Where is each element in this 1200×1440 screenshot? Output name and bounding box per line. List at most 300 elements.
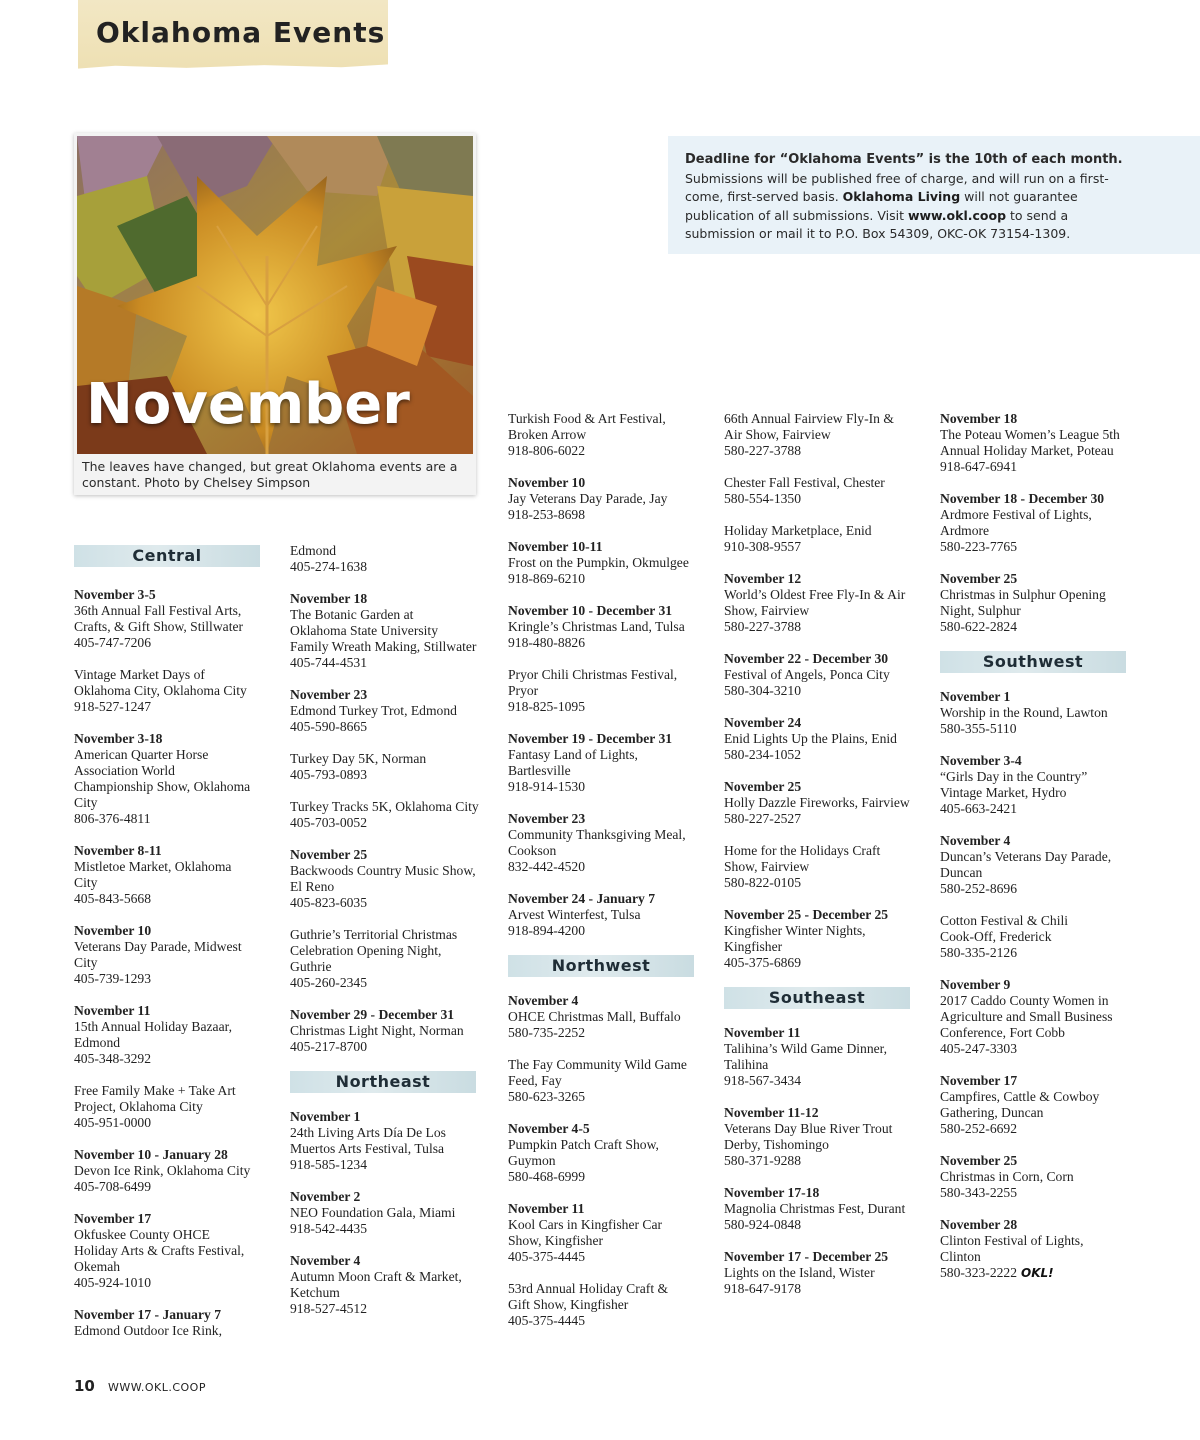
event-detail [508, 555, 704, 571]
event-entry [940, 411, 1136, 475]
event-phone [74, 1051, 270, 1067]
event-entry [74, 1211, 270, 1291]
event-date: November 23 [508, 811, 586, 826]
event-entry [724, 651, 920, 699]
event-line-text: 580-227-3788 [724, 619, 802, 634]
event-line-text: Kingfisher [724, 939, 783, 954]
event-line-text: 24th Living Arts Día De Los [290, 1125, 446, 1140]
event-phone [290, 975, 486, 991]
event-line-text: 405-703-0052 [290, 815, 368, 830]
deadline-notice [685, 151, 1125, 244]
event-line-text: City [74, 955, 98, 970]
event-line-text: 580-234-1052 [724, 747, 802, 762]
event-detail [940, 1169, 1136, 1185]
event-line-text: OHCE Christmas Mall, Buffalo [508, 1009, 681, 1024]
event-phone [724, 619, 920, 635]
event-detail [290, 623, 486, 639]
event-entry [724, 1185, 920, 1233]
event-detail [724, 843, 920, 859]
event-line-text: 918-585-1234 [290, 1157, 368, 1172]
event-detail [940, 929, 1136, 945]
event-detail [290, 1285, 486, 1301]
event-detail [724, 1041, 920, 1057]
submission-link[interactable]: www.okl.coop [907, 207, 1007, 223]
event-date: November 4 [290, 1253, 361, 1268]
event-entry [508, 475, 704, 523]
event-line-text: Conference, Fort Cobb [940, 1025, 1065, 1040]
event-line-text: Air Show, Fairview [724, 427, 831, 442]
event-line-text: Frost on the Pumpkin, Okmulgee [508, 555, 689, 570]
event-detail [724, 475, 920, 491]
event-line-text: Home for the Holidays Craft [724, 843, 881, 858]
event-line-text: The Poteau Women’s League 5th [940, 427, 1120, 442]
region-header-southwest: Southwest [940, 651, 1126, 673]
event-date: November 11 [724, 1025, 801, 1040]
event-detail [724, 795, 920, 811]
event-entry [290, 1007, 486, 1055]
event-detail [290, 1125, 486, 1141]
event-detail [940, 913, 1136, 929]
event-line-text: 580-468-6999 [508, 1169, 586, 1184]
event-entry [290, 751, 486, 783]
event-line-text: 918-825-1095 [508, 699, 586, 714]
event-line-text: The Botanic Garden at [290, 607, 414, 622]
event-entry [290, 847, 486, 911]
event-phone [74, 891, 270, 907]
event-line-text: El Reno [290, 879, 335, 894]
event-line-text: 580-924-0848 [724, 1217, 802, 1232]
event-phone [508, 1089, 704, 1105]
event-phone [74, 1179, 270, 1195]
event-detail [74, 955, 270, 971]
events-column-4 [724, 411, 920, 1313]
event-line-text: 918-542-4435 [290, 1221, 368, 1236]
deadline-body-1: Submissions will be published free of charge, and will run on a first-come, first-served basis. [685, 170, 1109, 204]
event-line-text: 405-747-7206 [74, 635, 152, 650]
event-line-text: Clinton [940, 1249, 981, 1264]
event-line-text: Talihina [724, 1057, 769, 1072]
event-detail [290, 1141, 486, 1157]
event-detail [508, 1137, 704, 1153]
event-detail [940, 1025, 1136, 1041]
event-line-text: Kringle’s Christmas Land, Tulsa [508, 619, 685, 634]
event-entry [74, 1307, 270, 1339]
event-detail [508, 411, 704, 427]
event-date: November 22 - December 30 [724, 651, 889, 666]
event-line-text: Kool Cars in Kingfisher Car [508, 1217, 663, 1232]
event-line-text: Pryor [508, 683, 539, 698]
event-line-text: Feed, Fay [508, 1073, 562, 1088]
event-detail [508, 763, 704, 779]
event-entry [74, 1147, 270, 1195]
event-entry [74, 1003, 270, 1067]
event-line-text: Broken Arrow [508, 427, 587, 442]
event-detail [940, 1009, 1136, 1025]
event-detail [508, 427, 704, 443]
event-line-text: Cook-Off, Frederick [940, 929, 1052, 944]
event-entry [508, 1121, 704, 1185]
page-section-title: Oklahoma Events [96, 16, 386, 49]
event-detail [290, 543, 486, 559]
event-entry [508, 667, 704, 715]
event-line-text: Holly Dazzle Fireworks, Fairview [724, 795, 910, 810]
event-detail [74, 683, 270, 699]
event-detail [74, 1243, 270, 1259]
event-entry [74, 843, 270, 907]
event-entry [508, 811, 704, 875]
event-line-text: “Girls Day in the Country” [940, 769, 1088, 784]
event-line-text: Pumpkin Patch Craft Show, [508, 1137, 659, 1152]
event-line-text: Clinton Festival of Lights, [940, 1233, 1084, 1248]
event-date: November 24 [724, 715, 802, 730]
event-detail [74, 1227, 270, 1243]
event-phone [508, 1025, 704, 1041]
event-entry [290, 799, 486, 831]
event-entry [940, 1073, 1136, 1137]
event-detail [508, 491, 704, 507]
event-line-text: Pryor Chili Christmas Festival, [508, 667, 678, 682]
event-line-text: Edmond [74, 1035, 121, 1050]
event-line-text: Oklahoma City, Oklahoma City [74, 683, 247, 698]
northeast-events-continued [508, 411, 704, 939]
event-line-text: 405-708-6499 [74, 1179, 152, 1194]
event-phone [940, 1185, 1136, 1201]
event-entry [508, 1201, 704, 1265]
event-line-text: Cotton Festival & Chili [940, 913, 1069, 928]
event-detail [290, 943, 486, 959]
event-date: November 25 [940, 1153, 1018, 1168]
event-detail [724, 667, 920, 683]
event-line-text: Oklahoma State University [290, 623, 438, 638]
event-line-text: 405-590-8665 [290, 719, 368, 734]
event-line-text: 405-375-4445 [508, 1313, 586, 1328]
event-line-text: 405-375-4445 [508, 1249, 586, 1264]
event-line-text: 580-227-3788 [724, 443, 802, 458]
event-date: November 17-18 [724, 1185, 820, 1200]
event-line-text: 918-806-6022 [508, 443, 586, 458]
event-detail [940, 769, 1136, 785]
event-detail [940, 849, 1136, 865]
event-line-text: 806-376-4811 [74, 811, 151, 826]
event-line-text: Agriculture and Small Business [940, 1009, 1113, 1024]
event-line-text: Show, Kingfisher [508, 1233, 604, 1248]
event-line-text: 405-924-1010 [74, 1275, 152, 1290]
event-phone [940, 1265, 1136, 1281]
events-column-2 [290, 543, 486, 1333]
event-date: November 11 [74, 1003, 151, 1018]
event-date: November 28 [940, 1217, 1018, 1232]
event-date: November 8-11 [74, 843, 162, 858]
event-line-text: Project, Oklahoma City [74, 1099, 203, 1114]
event-line-text: Jay Veterans Day Parade, Jay [508, 491, 668, 506]
event-phone [724, 443, 920, 459]
event-entry [290, 927, 486, 991]
event-entry [74, 667, 270, 715]
event-detail [724, 939, 920, 955]
event-entry [74, 587, 270, 651]
event-phone [724, 1073, 920, 1089]
event-detail [940, 603, 1136, 619]
event-entry [724, 1249, 920, 1297]
event-line-text: 918-253-8698 [508, 507, 586, 522]
event-detail [508, 1153, 704, 1169]
event-detail [724, 587, 920, 603]
event-line-text: Edmond Turkey Trot, Edmond [290, 703, 457, 718]
northwest-events-continued [724, 411, 920, 971]
event-phone [74, 811, 270, 827]
autumn-leaves-photo [74, 133, 476, 495]
event-phone [508, 859, 704, 875]
event-detail [940, 705, 1136, 721]
event-detail [290, 703, 486, 719]
event-phone [724, 875, 920, 891]
event-line-text: Guthrie’s Territorial Christmas [290, 927, 458, 942]
event-line-text: Christmas Light Night, Norman [290, 1023, 464, 1038]
event-phone [508, 635, 704, 651]
event-detail [508, 747, 704, 763]
event-phone [724, 1153, 920, 1169]
event-line-text: Christmas in Corn, Corn [940, 1169, 1074, 1184]
event-phone [74, 971, 270, 987]
event-line-text: Mistletoe Market, Oklahoma [74, 859, 232, 874]
event-date: November 17 - January 7 [74, 1307, 222, 1322]
event-line-text: 918-894-4200 [508, 923, 586, 938]
event-line-text: 405-793-0893 [290, 767, 368, 782]
event-date: November 3-4 [940, 753, 1022, 768]
event-entry [724, 1105, 920, 1169]
event-date: November 24 - January 7 [508, 891, 656, 906]
event-line-text: 918-567-3434 [724, 1073, 802, 1088]
event-line-text: 580-252-6692 [940, 1121, 1018, 1136]
event-date: November 17 [940, 1073, 1018, 1088]
event-detail [508, 1057, 704, 1073]
footer-site: WWW.OKL.COOP [107, 1381, 206, 1394]
event-date: November 4 [508, 993, 579, 1008]
event-entry [290, 687, 486, 735]
event-phone [290, 895, 486, 911]
event-entry [724, 571, 920, 635]
event-phone [724, 683, 920, 699]
event-detail [74, 619, 270, 635]
event-entry [940, 977, 1136, 1057]
event-phone [290, 719, 486, 735]
event-detail [290, 879, 486, 895]
event-entry [940, 689, 1136, 737]
event-line-text: Association World [74, 763, 175, 778]
event-detail [74, 1099, 270, 1115]
event-detail [508, 619, 704, 635]
event-date: November 9 [940, 977, 1011, 992]
event-detail [724, 923, 920, 939]
event-line-text: 580-252-8696 [940, 881, 1018, 896]
event-phone [508, 1169, 704, 1185]
event-line-text: 918-647-6941 [940, 459, 1018, 474]
event-phone [940, 619, 1136, 635]
event-line-text: Celebration Opening Night, [290, 943, 442, 958]
event-line-text: Lights on the Island, Wister [724, 1265, 875, 1280]
event-detail [74, 667, 270, 683]
event-detail [508, 1297, 704, 1313]
event-line-text: Community Thanksgiving Meal, [508, 827, 686, 842]
event-date: November 25 [724, 779, 802, 794]
event-line-text: 580-355-5110 [940, 721, 1017, 736]
event-detail [940, 1233, 1136, 1249]
event-line-text: Show, Fairview [724, 603, 810, 618]
event-line-text: 832-442-4520 [508, 859, 586, 874]
event-entry [508, 1281, 704, 1329]
month-title: November [86, 372, 410, 437]
event-phone [508, 779, 704, 795]
event-detail [290, 607, 486, 623]
event-line-text: Fantasy Land of Lights, [508, 747, 638, 762]
event-detail [940, 1089, 1136, 1105]
event-date: November 17 [74, 1211, 152, 1226]
event-line-text: 918-914-1530 [508, 779, 586, 794]
event-detail [508, 1233, 704, 1249]
event-detail [940, 1249, 1136, 1265]
event-date: November 18 [290, 591, 368, 606]
event-detail [508, 907, 704, 923]
event-line-text: 405-375-6869 [724, 955, 802, 970]
event-phone [290, 1221, 486, 1237]
event-phone [940, 1041, 1136, 1057]
event-phone [508, 1249, 704, 1265]
event-line-text: Ardmore Festival of Lights, [940, 507, 1092, 522]
event-phone [724, 811, 920, 827]
event-line-text: 405-744-4531 [290, 655, 368, 670]
event-detail [940, 1105, 1136, 1121]
event-date: November 25 [290, 847, 368, 862]
event-date: November 10 - December 31 [508, 603, 673, 618]
event-line-text: 580-822-0105 [724, 875, 802, 890]
event-entry [290, 1189, 486, 1237]
event-line-text: Gathering, Duncan [940, 1105, 1044, 1120]
event-line-text: 405-247-3303 [940, 1041, 1018, 1056]
event-date: November 1 [940, 689, 1011, 704]
event-phone [724, 1217, 920, 1233]
event-line-text: Festival of Angels, Ponca City [724, 667, 890, 682]
event-detail [724, 1201, 920, 1217]
event-date: November 19 - December 31 [508, 731, 673, 746]
event-detail [724, 1121, 920, 1137]
event-entry [940, 753, 1136, 817]
event-detail [508, 827, 704, 843]
event-entry [940, 1153, 1136, 1201]
northwest-events [508, 993, 704, 1329]
event-date: November 1 [290, 1109, 361, 1124]
event-line-text: Autumn Moon Craft & Market, [290, 1269, 462, 1284]
event-entry [508, 411, 704, 459]
event-phone [940, 1121, 1136, 1137]
events-column-5 [940, 411, 1136, 1297]
event-line-text: American Quarter Horse [74, 747, 209, 762]
event-line-text: Derby, Tishomingo [724, 1137, 829, 1152]
event-detail [74, 1035, 270, 1051]
event-line-text: 580-304-3210 [724, 683, 802, 698]
event-phone [940, 881, 1136, 897]
event-phone [508, 507, 704, 523]
event-line-text: 918-647-9178 [724, 1281, 802, 1296]
event-date: November 4-5 [508, 1121, 590, 1136]
event-line-text: 918-480-8826 [508, 635, 586, 650]
event-line-text: Annual Holiday Market, Poteau [940, 443, 1114, 458]
event-detail [290, 863, 486, 879]
event-entry [724, 907, 920, 971]
event-entry [724, 779, 920, 827]
event-line-text: 580-323-2222 [940, 1265, 1018, 1280]
event-line-text: 2017 Caddo County Women in [940, 993, 1109, 1008]
event-line-text: Guymon [508, 1153, 556, 1168]
event-entry [290, 1109, 486, 1173]
event-line-text: Campfires, Cattle & Cowboy [940, 1089, 1100, 1104]
event-entry [74, 923, 270, 987]
event-detail [290, 1269, 486, 1285]
event-detail [508, 1009, 704, 1025]
event-line-text: 580-227-2527 [724, 811, 802, 826]
event-phone [508, 1313, 704, 1329]
event-phone [74, 635, 270, 651]
event-entry [940, 571, 1136, 635]
event-line-text: Ketchum [290, 1285, 340, 1300]
event-detail [940, 443, 1136, 459]
event-line-text: Kingfisher Winter Nights, [724, 923, 866, 938]
event-line-text: Enid Lights Up the Plains, Enid [724, 731, 897, 746]
event-date: November 18 - December 30 [940, 491, 1105, 506]
event-phone [290, 815, 486, 831]
event-phone [290, 559, 486, 575]
event-phone [74, 1115, 270, 1131]
event-line-text: Christmas in Sulphur Opening [940, 587, 1106, 602]
page-footer [74, 1376, 206, 1395]
event-entry [508, 1057, 704, 1105]
event-phone [724, 1281, 920, 1297]
event-phone [940, 539, 1136, 555]
photo-caption: The leaves have changed, but great Oklahoma events are a constant. Photo by Chelsey Simpson [82, 459, 458, 490]
event-detail [508, 683, 704, 699]
event-line-text: 405-951-0000 [74, 1115, 152, 1130]
event-date: November 10 - January 28 [74, 1147, 228, 1162]
event-line-text: 405-260-2345 [290, 975, 368, 990]
event-line-text: Talihina’s Wild Game Dinner, [724, 1041, 888, 1056]
event-entry [724, 411, 920, 459]
event-detail [74, 875, 270, 891]
event-detail [940, 523, 1136, 539]
event-line-text: Turkey Tracks 5K, Oklahoma City [290, 799, 479, 814]
event-date: November 4 [940, 833, 1011, 848]
event-entry [290, 543, 486, 575]
event-detail [724, 1265, 920, 1281]
event-date: November 29 - December 31 [290, 1007, 455, 1022]
event-line-text: 15th Annual Holiday Bazaar, [74, 1019, 233, 1034]
event-line-text: Turkey Day 5K, Norman [290, 751, 427, 766]
event-date: November 17 - December 25 [724, 1249, 889, 1264]
event-detail [508, 667, 704, 683]
southeast-events [724, 1025, 920, 1297]
event-line-text: 405-217-8700 [290, 1039, 368, 1054]
event-line-text: Duncan’s Veterans Day Parade, [940, 849, 1112, 864]
central-events-continued [290, 543, 486, 1055]
event-entry [724, 715, 920, 763]
event-detail [74, 763, 270, 779]
event-line-text: Guthrie [290, 959, 332, 974]
event-detail [290, 751, 486, 767]
region-header-central: Central [74, 545, 260, 567]
event-line-text: 580-623-3265 [508, 1089, 586, 1104]
event-line-text: Okfuskee County OHCE [74, 1227, 210, 1242]
event-line-text: Cookson [508, 843, 557, 858]
event-phone [940, 721, 1136, 737]
event-line-text: 580-622-2824 [940, 619, 1018, 634]
